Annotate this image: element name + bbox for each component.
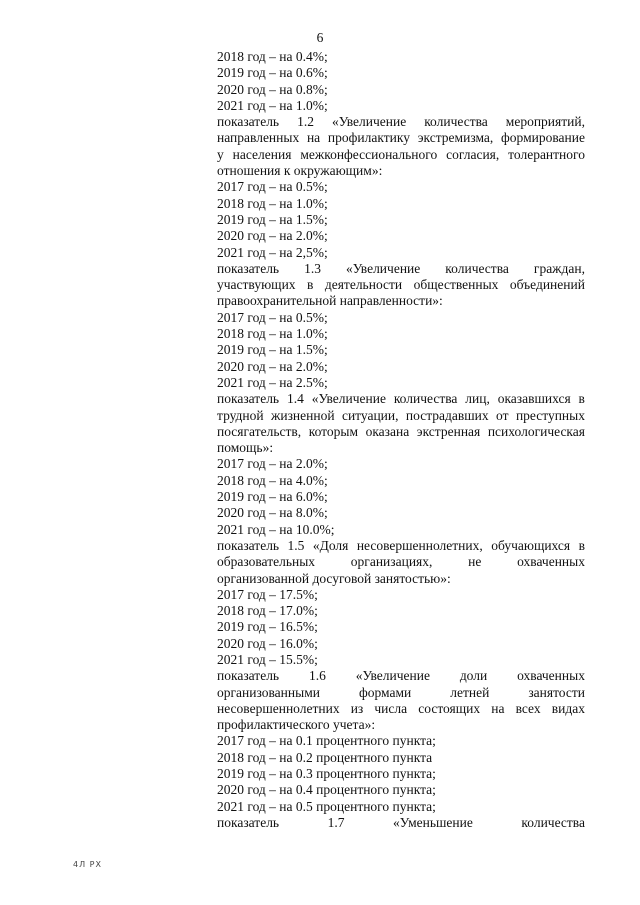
word: экстремизма, bbox=[417, 130, 494, 146]
word: межконфессионального bbox=[300, 146, 438, 162]
word: в bbox=[578, 391, 585, 407]
word: оказана bbox=[365, 423, 410, 439]
text-line: 2020 год – на 2.0%; bbox=[217, 228, 328, 244]
word: профилактику bbox=[327, 130, 410, 146]
word: образовательных bbox=[217, 554, 316, 570]
word: психологическая bbox=[487, 423, 585, 439]
word: формирование bbox=[501, 130, 585, 146]
word: «Уменьшение bbox=[393, 814, 473, 830]
text-line: 2019 год – на 1.5%; bbox=[217, 211, 328, 227]
justified-line bbox=[217, 538, 585, 554]
justified-line bbox=[217, 424, 585, 440]
text-line: 2019 год – 16.5%; bbox=[217, 619, 318, 635]
word: формами bbox=[358, 684, 412, 700]
justified-line bbox=[217, 408, 585, 424]
text-line: 2019 год – на 0.6%; bbox=[217, 65, 328, 81]
word: жизненной bbox=[271, 407, 335, 423]
text-line: 2017 год – на 0.5%; bbox=[217, 179, 328, 195]
word: 1.2 bbox=[297, 114, 314, 130]
text-line: 2021 год – на 0.5 процентного пункта; bbox=[217, 798, 436, 814]
text-line: 2020 год – на 0.8%; bbox=[217, 81, 328, 97]
text-line: 2020 год – 16.0%; bbox=[217, 635, 318, 651]
word: количества bbox=[521, 814, 585, 830]
justified-line bbox=[217, 114, 585, 130]
word: числа bbox=[374, 700, 408, 716]
text-line: 2021 год – на 1.0%; bbox=[217, 97, 328, 113]
justified-line bbox=[217, 147, 585, 163]
word: не bbox=[468, 554, 482, 570]
word: 1.6 bbox=[308, 668, 326, 684]
word: посягательств, bbox=[217, 423, 302, 439]
text-line: правоохранительной направленности»: bbox=[217, 293, 443, 309]
text-line: 2017 год – на 2.0%; bbox=[217, 456, 328, 472]
word: несовершеннолетних bbox=[217, 700, 340, 716]
word: количества bbox=[393, 391, 458, 407]
word: количества bbox=[445, 260, 509, 276]
text-line: 2018 год – на 0.4%; bbox=[217, 49, 328, 64]
word: у bbox=[217, 146, 224, 162]
word: 1.7 bbox=[327, 814, 345, 830]
justified-line bbox=[217, 277, 585, 293]
text-line: отношения к окружающим»: bbox=[217, 163, 383, 179]
text-line: помощь»: bbox=[217, 440, 274, 456]
word: всех bbox=[515, 700, 541, 716]
text-line: 2018 год – на 1.0%; bbox=[217, 195, 328, 211]
word: обучающихся bbox=[491, 537, 571, 553]
word: показатель bbox=[217, 260, 280, 276]
word: «Увеличение bbox=[346, 260, 421, 276]
text-line: 2019 год – на 6.0%; bbox=[217, 489, 328, 505]
word: на bbox=[306, 130, 321, 146]
word: ситуации, bbox=[341, 407, 399, 423]
word: объединений bbox=[509, 277, 585, 293]
word: пострадавших bbox=[405, 407, 489, 423]
word: направленных bbox=[217, 130, 300, 146]
word: показатель bbox=[217, 114, 280, 130]
word: экстренная bbox=[416, 423, 481, 439]
word: мероприятий, bbox=[505, 114, 585, 130]
text-line: 2020 год – на 2.0%; bbox=[217, 358, 328, 374]
page-number: 6 bbox=[316, 30, 324, 45]
word: согласия, bbox=[446, 146, 500, 162]
word: «Доля bbox=[312, 537, 349, 553]
word: участвующих bbox=[217, 277, 296, 293]
text-line: профилактического учета»: bbox=[217, 717, 376, 733]
text-line: 2018 год – на 1.0%; bbox=[217, 326, 328, 342]
text-line: 2021 год – 15.5%; bbox=[217, 651, 318, 667]
word: 1.4 bbox=[286, 391, 304, 407]
text-line: 2017 год – на 0.1 процентного пункта; bbox=[217, 733, 436, 749]
word: общественных bbox=[413, 277, 499, 293]
word: преступных bbox=[515, 407, 585, 423]
word: показатель bbox=[217, 814, 280, 830]
word: летней bbox=[450, 684, 490, 700]
justified-line bbox=[217, 701, 585, 717]
word: оказавшихся bbox=[497, 391, 571, 407]
word: доли bbox=[459, 668, 488, 684]
word: количества bbox=[424, 114, 488, 130]
text-line: 2017 год – 17.5%; bbox=[217, 586, 318, 602]
word: «Увеличение bbox=[311, 391, 386, 407]
word: 1.3 bbox=[304, 260, 321, 276]
word: толерантного bbox=[508, 146, 585, 162]
text-line: 2020 год – на 0.4 процентного пункта; bbox=[217, 782, 436, 798]
justified-line bbox=[217, 261, 585, 277]
word: из bbox=[350, 700, 364, 716]
word: 1.5 bbox=[287, 537, 305, 553]
document-body bbox=[217, 49, 585, 831]
word: несовершеннолетних, bbox=[356, 537, 483, 553]
justified-line bbox=[217, 685, 585, 701]
word: граждан, bbox=[533, 260, 585, 276]
word: от bbox=[496, 407, 509, 423]
word: населения bbox=[232, 146, 292, 162]
word: деятельности bbox=[324, 277, 403, 293]
word: лиц, bbox=[465, 391, 490, 407]
justified-line bbox=[217, 130, 585, 146]
word: видах bbox=[551, 700, 585, 716]
text-line: 2018 год – на 4.0%; bbox=[217, 472, 328, 488]
text-line: 2021 год – на 2.5%; bbox=[217, 374, 328, 390]
word: показатель bbox=[217, 668, 280, 684]
word: «Увеличение bbox=[355, 668, 430, 684]
justified-line bbox=[217, 815, 585, 831]
word: показатель bbox=[217, 537, 280, 553]
word: трудной bbox=[217, 407, 264, 423]
text-line: 2021 год – на 10.0%; bbox=[217, 521, 335, 537]
text-line: организованной досуговой занятостью»: bbox=[217, 570, 451, 586]
text-line: 2017 год – на 0.5%; bbox=[217, 309, 328, 325]
text-line: 2019 год – на 1.5%; bbox=[217, 342, 328, 358]
word: организациях, bbox=[350, 554, 433, 570]
word: состоящих bbox=[418, 700, 481, 716]
word: в bbox=[307, 277, 314, 293]
text-line: 2019 год – на 0.3 процентного пункта; bbox=[217, 766, 436, 782]
text-line: 2018 год – на 0.2 процентного пункта bbox=[217, 749, 433, 765]
justified-line bbox=[217, 668, 585, 684]
word: занятости bbox=[528, 684, 585, 700]
word: которым bbox=[308, 423, 358, 439]
text-line: 2021 год – на 2,5%; bbox=[217, 244, 328, 260]
footer-mark: 4Л РХ bbox=[73, 860, 102, 869]
word: охваченных bbox=[517, 668, 585, 684]
justified-line bbox=[217, 554, 585, 570]
justified-line bbox=[217, 391, 585, 407]
word: в bbox=[578, 537, 585, 553]
word: охваченных bbox=[517, 554, 585, 570]
word: организованными bbox=[217, 684, 320, 700]
word: на bbox=[491, 700, 505, 716]
text-line: 2018 год – 17.0%; bbox=[217, 603, 318, 619]
text-line: 2020 год – на 8.0%; bbox=[217, 505, 328, 521]
word: показатель bbox=[217, 391, 280, 407]
word: «Увеличение bbox=[331, 114, 407, 130]
